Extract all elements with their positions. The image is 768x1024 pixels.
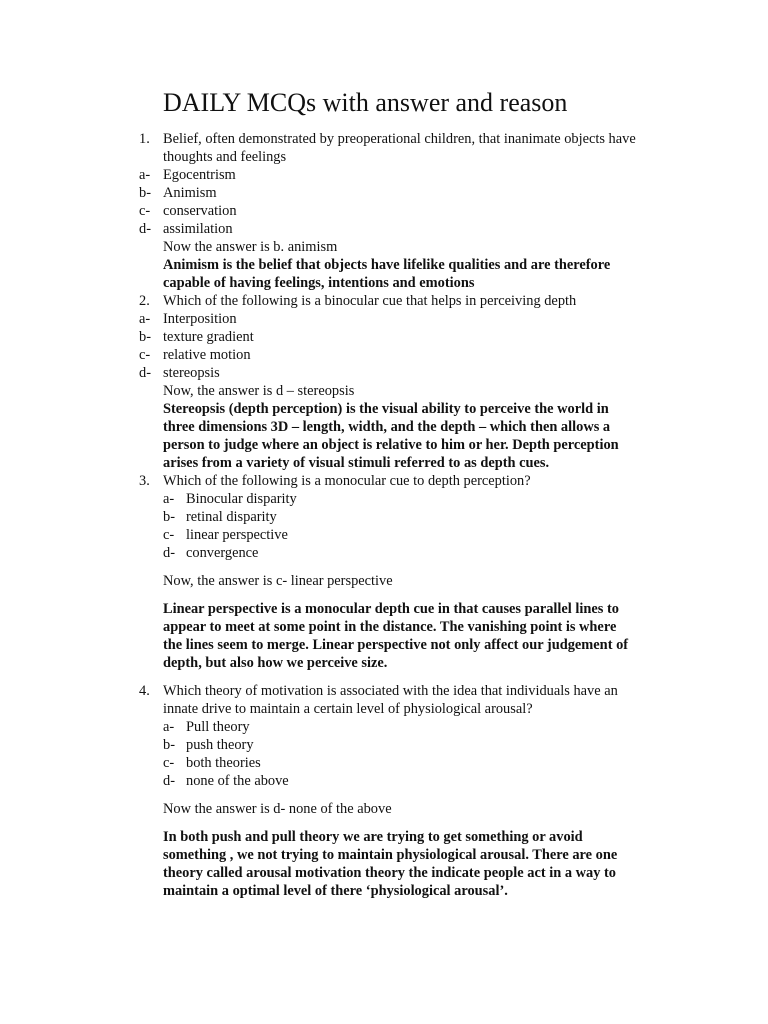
option-marker: c- <box>163 527 175 543</box>
option-text: linear perspective <box>186 527 288 543</box>
question-number: 1. <box>139 131 150 147</box>
option-text: convergence <box>186 545 259 561</box>
option-marker: d- <box>163 773 175 789</box>
question-4-option-d <box>0 772 768 790</box>
reason-text: Stereopsis (depth perception) is the visual ability to perceive the world in <box>163 401 609 417</box>
answer-text: Now, the answer is c- linear perspective <box>163 573 393 589</box>
question-3-stem-line-1 <box>0 472 768 490</box>
reason-text: Animism is the belief that objects have lifelike qualities and are therefore <box>163 257 611 273</box>
option-marker: c- <box>163 755 175 771</box>
question-text: Which theory of motivation is associated with the idea that individuals have an <box>163 683 618 699</box>
question-3-option-d <box>0 544 768 562</box>
reason-text: appear to meet at some point in the distance. The vanishing point is where <box>163 619 617 635</box>
spacer <box>0 672 768 682</box>
question-1-reason-line <box>0 256 768 274</box>
reason-text: the lines seem to merge. Linear perspective not only affect our judgement of <box>163 637 629 653</box>
reason-text: arises from a variety of visual stimuli referred to as depth cues. <box>163 455 550 471</box>
question-4-stem-line-2 <box>0 700 768 718</box>
question-4-option-b <box>0 736 768 754</box>
question-text: Which of the following is a monocular cue to depth perception? <box>163 473 531 489</box>
question-2-reason-line <box>0 418 768 436</box>
option-marker: a- <box>139 311 151 327</box>
option-marker: d- <box>139 365 151 381</box>
option-text: Egocentrism <box>163 167 236 183</box>
option-marker: b- <box>163 737 175 753</box>
option-text: texture gradient <box>163 329 254 345</box>
reason-text: In both push and pull theory we are trying to get something or avoid <box>163 829 583 845</box>
option-text: retinal disparity <box>186 509 277 525</box>
question-4-reason-line <box>0 846 768 864</box>
question-4-option-c <box>0 754 768 772</box>
option-marker: b- <box>163 509 175 525</box>
spacer <box>0 818 768 828</box>
question-3-option-a <box>0 490 768 508</box>
question-1-answer <box>0 238 768 256</box>
option-marker: c- <box>139 347 151 363</box>
question-3-option-b <box>0 508 768 526</box>
page-title: DAILY MCQs with answer and reason <box>163 88 568 117</box>
question-1-reason-line <box>0 274 768 292</box>
question-2-reason-line <box>0 436 768 454</box>
option-marker: d- <box>163 545 175 561</box>
reason-text: maintain a optimal level of there ‘physiological arousal’. <box>163 883 508 899</box>
question-4-answer <box>0 800 768 818</box>
question-1-option-b <box>0 184 768 202</box>
option-text: Interposition <box>163 311 237 327</box>
question-2-stem-line-1 <box>0 292 768 310</box>
question-number: 2. <box>139 293 150 309</box>
question-number: 4. <box>139 683 150 699</box>
option-marker: a- <box>163 719 175 735</box>
option-marker: d- <box>139 221 151 237</box>
reason-text: capable of having feelings, intentions and emotions <box>163 275 475 291</box>
answer-text: Now the answer is b. animism <box>163 239 338 255</box>
question-1-option-d <box>0 220 768 238</box>
reason-text: depth, but also how we perceive size. <box>163 655 388 671</box>
question-text: innate drive to maintain a certain level of physiological arousal? <box>163 701 533 717</box>
option-text: assimilation <box>163 221 233 237</box>
question-1-option-a <box>0 166 768 184</box>
option-text: Binocular disparity <box>186 491 297 507</box>
answer-text: Now the answer is d- none of the above <box>163 801 392 817</box>
mcq-content <box>0 130 768 900</box>
question-3-answer <box>0 572 768 590</box>
option-text: stereopsis <box>163 365 220 381</box>
option-text: Animism <box>163 185 217 201</box>
reason-text: three dimensions 3D – length, width, and the depth – which then allows a <box>163 419 611 435</box>
question-text: thoughts and feelings <box>163 149 287 165</box>
option-marker: c- <box>139 203 151 219</box>
question-2-option-a <box>0 310 768 328</box>
question-number: 3. <box>139 473 150 489</box>
reason-text: something , we not trying to maintain physiological arousal. There are one <box>163 847 618 863</box>
question-text: Belief, often demonstrated by preoperational children, that inanimate objects have <box>163 131 636 147</box>
spacer <box>0 562 768 572</box>
option-text: none of the above <box>186 773 289 789</box>
question-3-option-c <box>0 526 768 544</box>
option-text: Pull theory <box>186 719 250 735</box>
question-1-option-c <box>0 202 768 220</box>
reason-text: person to judge where an object is relative to him or her. Depth perception <box>163 437 619 453</box>
question-2-reason-line <box>0 454 768 472</box>
question-4-reason-line <box>0 882 768 900</box>
question-3-reason-line <box>0 618 768 636</box>
spacer <box>0 590 768 600</box>
question-3-reason-line <box>0 600 768 618</box>
option-marker: a- <box>139 167 151 183</box>
question-2-option-c <box>0 346 768 364</box>
question-2-answer <box>0 382 768 400</box>
question-2-option-d <box>0 364 768 382</box>
question-4-reason-line <box>0 864 768 882</box>
question-4-reason-line <box>0 828 768 846</box>
question-1-stem-line-2 <box>0 148 768 166</box>
question-text: Which of the following is a binocular cue that helps in perceiving depth <box>163 293 577 309</box>
option-text: both theories <box>186 755 261 771</box>
question-2-option-b <box>0 328 768 346</box>
question-4-option-a <box>0 718 768 736</box>
question-4-stem-line-1 <box>0 682 768 700</box>
question-3-reason-line <box>0 636 768 654</box>
reason-text: theory called arousal motivation theory the indicate people act in a way to <box>163 865 616 881</box>
option-marker: b- <box>139 185 151 201</box>
reason-text: Linear perspective is a monocular depth cue in that causes parallel lines to <box>163 601 619 617</box>
option-marker: b- <box>139 329 151 345</box>
spacer <box>0 790 768 800</box>
answer-text: Now, the answer is d – stereopsis <box>163 383 355 399</box>
option-marker: a- <box>163 491 175 507</box>
option-text: conservation <box>163 203 237 219</box>
question-2-reason-line <box>0 400 768 418</box>
option-text: relative motion <box>163 347 251 363</box>
question-3-reason-line <box>0 654 768 672</box>
question-1-stem-line-1 <box>0 130 768 148</box>
option-text: push theory <box>186 737 254 753</box>
